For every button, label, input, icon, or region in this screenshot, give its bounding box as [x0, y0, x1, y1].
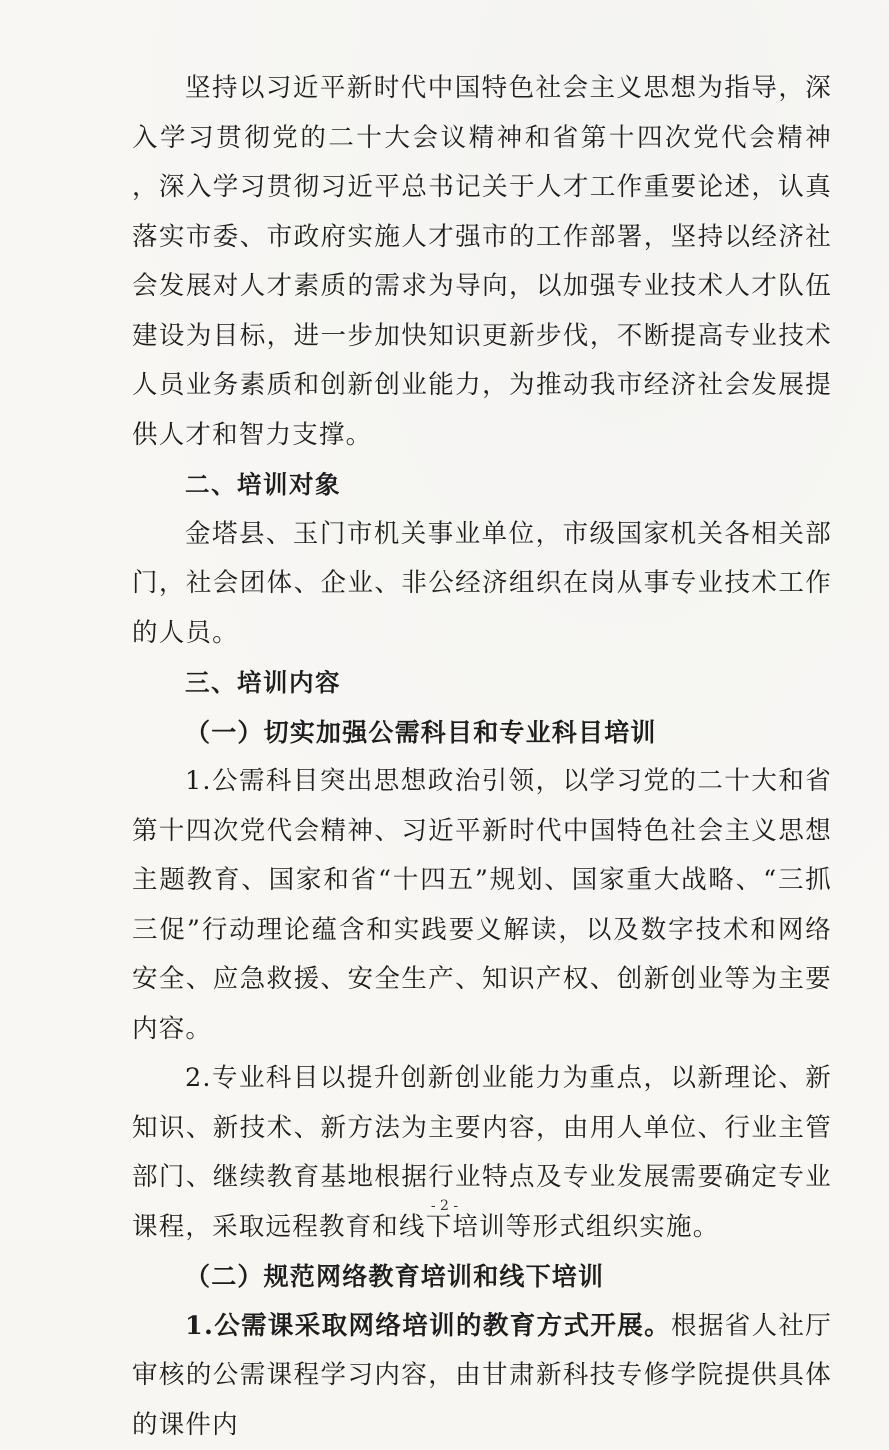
subheading-network-training: （二）规范网络教育培训和线下培训: [132, 1252, 832, 1302]
network-training-paragraph: [132, 1302, 832, 1450]
targets-paragraph: 金塔县、玉门市机关事业单位，市级国家机关各相关部门，社会团体、企业、非公经济组织在岗从事专业技术工作的人员。: [132, 510, 832, 659]
network-training-text: 根据省人社厅审核的公需课程学习内容，由甘肃新科技专修学院提供具体的课件内: [132, 1311, 832, 1440]
document-body: [132, 64, 832, 1450]
subheading-public-professional: （一）切实加强公需科目和专业科目培训: [132, 708, 832, 758]
page-number: - 2 -: [0, 1198, 889, 1214]
network-training-lead: 1.公需课采取网络培训的教育方式开展。: [185, 1311, 671, 1341]
section-heading-content: 三、培训内容: [132, 658, 832, 708]
public-subjects-paragraph: 1.公需科目突出思想政治引领，以学习党的二十大和省第十四次党代会精神、习近平新时代中国特色社会主义思想主题教育、国家和省“十四五”规划、国家重大战略、“三抓三促”行动理论蕴含和实践要义解读，以及数字技术和网络安全、应急救援、安全生产、知识产权、创新创业等为主要内容。: [132, 757, 832, 1054]
intro-paragraph: 坚持以习近平新时代中国特色社会主义思想为指导，深入学习贯彻党的二十大会议精神和省第十四次党代会精神 ，深入学习贯彻习近平总书记关于人才工作重要论述，认真落实市委、市政府实施人才强市的工作部署，坚持以经济社会发展对人才素质的需求为导向，以加强专业技术人才队伍建设为目标，进一步加快知识更新步伐，不断提高专业技术人员业务素质和创新创业能力，为推动我市经济社会发展提供人才和智力支撑。: [132, 64, 832, 460]
professional-subjects-paragraph: 2.专业科目以提升创新创业能力为重点，以新理论、新知识、新技术、新方法为主要内容，由用人单位、行业主管部门、继续教育基地根据行业特点及专业发展需要确定专业课程，采取远程教育和线下培训等形式组织实施。: [132, 1054, 832, 1252]
section-heading-targets: 二、培训对象: [132, 460, 832, 510]
